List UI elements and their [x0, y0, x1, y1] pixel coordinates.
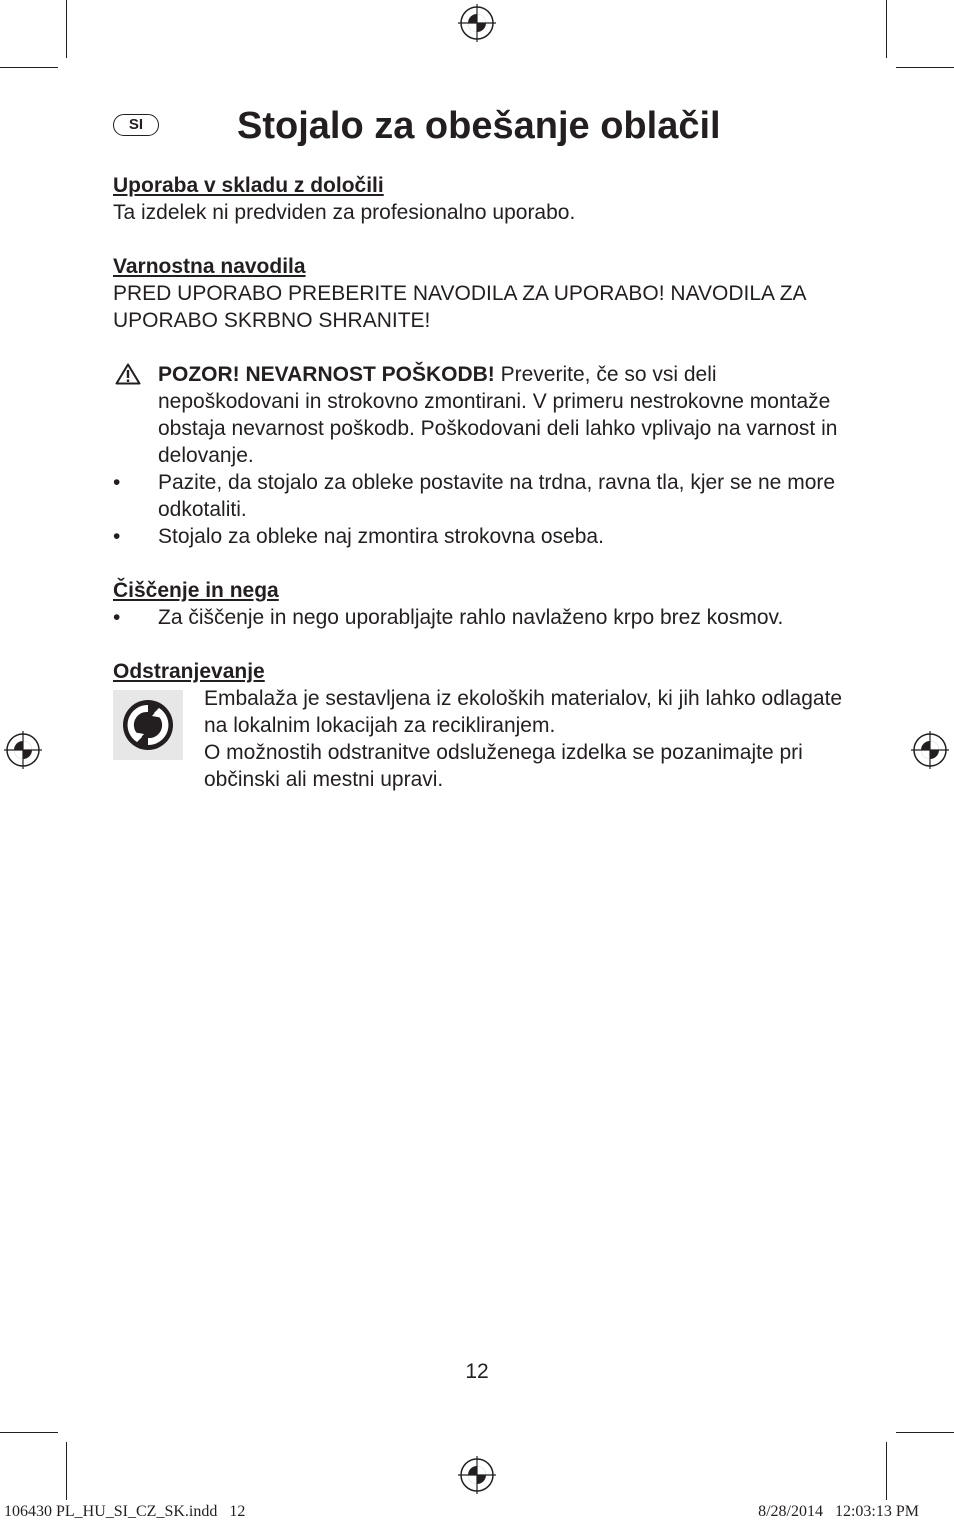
list-item [113, 469, 843, 523]
crop-mark-top-left-horizontal [0, 67, 58, 68]
slug-timestamp: 8/28/2014 12:03:13 PM [758, 1503, 919, 1520]
disposal-text-2: O možnostih odstranitve odsluženega izdelka se pozanimajte pri občinski ali mestni upravi. [204, 741, 803, 791]
safety-warning-item [113, 361, 843, 469]
cleaning-bullet-1: Za čiščenje in nego uporabljajte rahlo navlaženo krpo brez kosmov. [158, 606, 784, 629]
crop-mark-bottom-left-horizontal [0, 1432, 58, 1433]
section-heading-intended-use: Uporaba v skladu z določili [113, 174, 384, 197]
registration-mark-icon [4, 731, 42, 769]
registration-mark-icon [911, 731, 949, 769]
crop-mark-top-right-horizontal [896, 67, 954, 68]
disposal-block [113, 685, 843, 793]
page-number: 12 [465, 1360, 489, 1383]
list-item [113, 523, 843, 550]
warning-label: POZOR! NEVARNOST POŠKODB! [158, 363, 495, 386]
registration-mark-icon [458, 4, 496, 42]
intended-use-text: Ta izdelek ni predviden za profesionalno uporabo. [113, 201, 576, 224]
bullet-mark: • [113, 525, 121, 548]
warning-triangle-icon [115, 363, 141, 385]
section-heading-cleaning: Čiščenje in nega [113, 579, 279, 602]
slug-file-info: 106430 PL_HU_SI_CZ_SK.indd 12 [4, 1503, 246, 1520]
green-dot-recycling-icon [113, 690, 183, 760]
registration-mark-icon [458, 1456, 496, 1494]
list-item [113, 604, 843, 631]
crop-mark-bottom-left-vertical [66, 1442, 67, 1500]
crop-mark-top-left-vertical [66, 0, 67, 58]
safety-bullet-2: Stojalo za obleke naj zmontira strokovna oseba. [158, 525, 604, 548]
safety-bullet-1: Pazite, da stojalo za obleke postavite na trdna, ravna tla, kjer se ne more odkotaliti. [158, 471, 836, 521]
disposal-text-1: Embalaža je sestavljena iz ekoloških materialov, ki jih lahko odlagate na lokalnim lokacijah za recikliranjem. [204, 687, 843, 737]
crop-mark-bottom-right-vertical [886, 1442, 887, 1500]
warning-text: Preverite, če so vsi deli nepoškodovani in strokovno zmontirani. V primeru nestrokovne montaže obstaja nevarnost poškodb. Poškodovani deli lahko vplivajo na varnost in delovanje. [158, 363, 838, 467]
document-body [113, 172, 843, 793]
bullet-mark: • [113, 606, 121, 629]
crop-mark-bottom-right-horizontal [896, 1432, 954, 1433]
section-heading-safety: Varnostna navodila [113, 255, 306, 278]
safety-intro-text: PRED UPORABO PREBERITE NAVODILA ZA UPORABO! NAVODILA ZA UPORABO SKRBNO SHRANITE! [113, 282, 806, 332]
section-heading-disposal: Odstranjevanje [113, 660, 265, 683]
crop-mark-top-right-vertical [886, 0, 887, 58]
bullet-mark: • [113, 471, 121, 494]
language-badge: SI [113, 114, 159, 136]
page-title: Stojalo za obešanje oblačil [237, 105, 721, 147]
